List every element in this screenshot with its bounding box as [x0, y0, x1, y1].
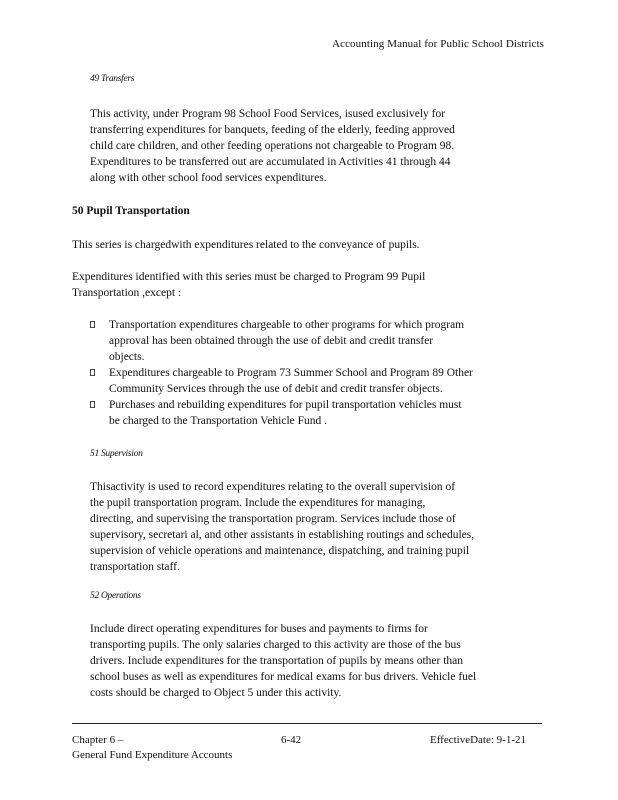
text-line: approval has been obtained through the use of debit and credit transfer [109, 335, 434, 347]
text-line: transferring expenditures for banquets, feeding of the elderly, feeding approved [90, 124, 455, 136]
text-line: supervisory, secretari al, and other assistants in establishing routings and schedules, [90, 529, 475, 541]
text-line: drivers. Include expenditures for the transportation of pupils by means other than [90, 655, 464, 667]
page-number: 6-42 [281, 734, 302, 746]
text-line: Transportation ,except : [72, 287, 182, 299]
text-line: directing, and supervising the transportation program. Services include those of [90, 513, 456, 525]
series-50-heading: 50 Pupil Transportation [72, 205, 190, 217]
section-49-heading: 49 Transfers [90, 74, 135, 84]
text-line: transportation staff. [90, 561, 180, 573]
bullet-box-icon [90, 369, 95, 376]
bullet-box-icon [90, 401, 95, 408]
text-line: Purchases and rebuilding expenditures for pupil transportation vehicles must [109, 399, 462, 411]
text-line: child care children, and other feeding operations not chargeable to Program 98. [90, 140, 455, 152]
list-item [90, 397, 535, 429]
section-52-body [90, 621, 535, 701]
text-line: along with other school food services expenditures. [90, 172, 327, 184]
footer-rule [72, 723, 542, 724]
text-line: Expenditures chargeable to Program 73 Summer School and Program 89 Other [109, 367, 473, 379]
text-line: costs should be charged to Object 5 under this activity. [90, 687, 342, 699]
text-line: Transportation expenditures chargeable to other programs for which program [109, 319, 465, 331]
list-item [90, 317, 535, 365]
series-50-intro: This series is chargedwith expenditures related to the conveyance of pupils. [72, 239, 420, 251]
exception-bullet-list [90, 317, 535, 429]
text-line: school buses as well as expenditures for medical exams for bus drivers. Vehicle fuel [90, 671, 477, 683]
text-line: Thisactivity is used to record expenditures relating to the overall supervision of [90, 481, 456, 493]
section-52-heading: 52 Operations [90, 591, 141, 601]
list-item [90, 365, 535, 397]
text-line: transporting pupils. The only salaries charged to this activity are those of the bus [90, 639, 461, 651]
text-line: Expenditures to be transferred out are accumulated in Activities 41 through 44 [90, 156, 451, 168]
footer-subtitle: General Fund Expenditure Accounts [72, 749, 233, 761]
section-51-heading: 51 Supervision [90, 449, 143, 459]
section-51-body [90, 479, 535, 575]
text-line: This activity, under Program 98 School Food Services, isused exclusively for [90, 108, 446, 120]
text-line: Expenditures identified with this series must be charged to Program 99 Pupil [72, 271, 426, 283]
text-line: Community Services through the use of debit and credit transfer objects. [109, 383, 443, 395]
section-49-body [90, 106, 530, 186]
text-line: be charged to the Transportation Vehicle Fund . [109, 415, 328, 427]
text-line: Include direct operating expenditures for buses and payments to firms for [90, 623, 428, 635]
running-header: Accounting Manual for Public School Districts [332, 38, 544, 50]
footer-chapter: Chapter 6 – [72, 734, 124, 746]
text-line: objects. [109, 351, 145, 363]
text-line: the pupil transportation program. Include the expenditures for managing, [90, 497, 426, 509]
series-50-program-note [72, 269, 542, 301]
bullet-box-icon [90, 321, 95, 328]
footer-effective-date: EffectiveDate: 9-1-21 [430, 734, 527, 746]
text-line: supervision of vehicle operations and maintenance, dispatching, and training pupil [90, 545, 470, 557]
